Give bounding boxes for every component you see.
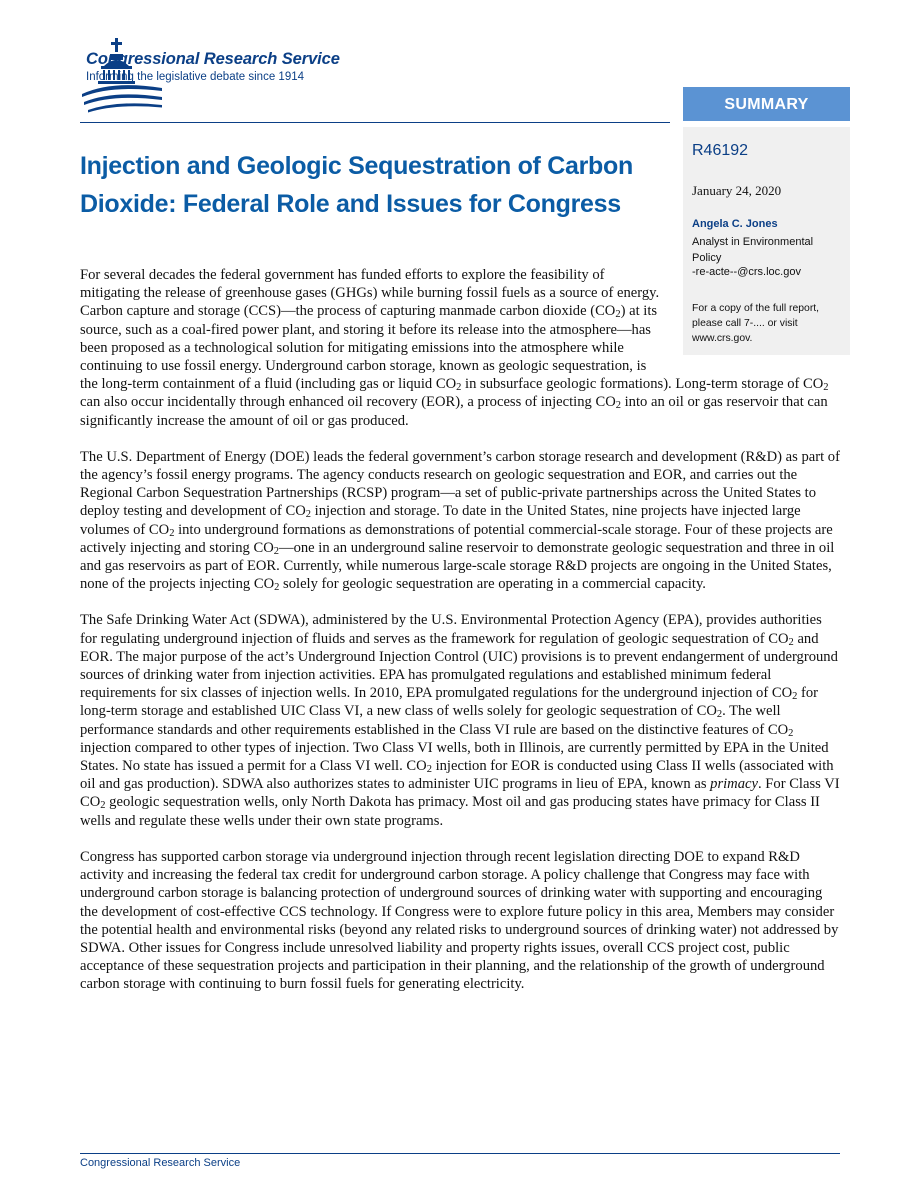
- summary-banner: SUMMARY: [683, 87, 850, 121]
- paragraph-1-text: into an oil or gas reservoir that can significantly increase the amount of oil or gas produced.: [80, 394, 828, 429]
- paragraph-3: [80, 611, 840, 829]
- summary-body: [80, 266, 840, 1012]
- subscript: 2: [273, 545, 279, 557]
- subscript: 2: [823, 382, 829, 394]
- author-email[interactable]: -re-acte--@crs.loc.gov: [692, 266, 801, 278]
- footer-text: Congressional Research Service: [80, 1157, 241, 1169]
- paragraph-2-text: into underground formations as demonstrations of potential commercial-scale storage. Four of these projects are actively injecting and storing CO: [80, 521, 833, 556]
- paragraph-2-text: The U.S. Department of Energy (DOE) leads the federal government’s carbon storage research and development (R&D) as part of the agency’s fossil energy programs. The agency conducts research on geologic sequestration and EOR, and carries out the Regional Carbon Sequestration Partnerships (RCSP) program—a set of public-private partnerships across the United States to deploy testing and development of CO: [80, 448, 840, 520]
- paragraph-3-text: for long-term storage and established UIC Class VI, a new class of wells solely for geologic sequestration of CO: [80, 685, 819, 720]
- paragraph-4: Congress has supported carbon storage via underground injection through recent legislation directing DOE to expand R&D activity and increasing the federal tax credit for underground carbon storage. A policy challenge that Congress may face with underground carbon storage is balancing protection of underground sources of drinking water with supporting and encouraging the development of cost-effective CCS technology. If Congress were to explore future policy in this area, Members may consider the potential health and environmental risks (beyond any related risks to underground sources of drinking water) not addressed by SDWA. Other issues for Congress include unresolved liability and property rights issues, overall CCS project cost, public acceptance of these sequestration projects and participation in their planning, and the relationship of the growth of underground carbon storage with continuing to burn fossil fuels for generating electricity.: [80, 848, 839, 993]
- paragraph-3-text: . The well performance standards and other requirements established in the Class VI rule are based on the distinctive features of CO: [80, 703, 789, 738]
- org-name: Congressional Research Service: [86, 50, 340, 68]
- subscript: 2: [100, 800, 106, 812]
- paragraph-1-text: can also occur incidentally through enhanced oil recovery (EOR), a process of injecting CO: [80, 394, 616, 411]
- subscript: 2: [305, 509, 312, 521]
- subscript: 2: [426, 764, 432, 776]
- subscript: 2: [615, 400, 621, 412]
- subscript: 2: [615, 309, 621, 321]
- subscript: 2: [788, 727, 794, 739]
- paragraph-2-text: —one in an underground saline reservoir to demonstrate geologic sequestration and three in oil and gas reservoirs as part of EOR. Currently, while numerous large-scale storage R&D projects are ongoing in the United States, none of the projects injecting CO: [80, 539, 835, 593]
- subscript: 2: [456, 382, 462, 394]
- paragraph-3-text: and EOR. The major purpose of the act’s Underground Injection Control (UIC) provisions is to prevent endangerment of underground sources of drinking water from injection activities. EPA has promulgated regulations and established minimum federal requirements for six classes of injection wells. In 2010, EPA promulgated regulations for the underground injection of CO: [80, 630, 838, 702]
- paragraph-1-text: in subsurface geologic formations). Long-term storage of CO: [461, 376, 824, 393]
- subscript: 2: [788, 636, 794, 648]
- author-title: Analyst in Environmental Policy: [692, 236, 814, 264]
- subscript: 2: [169, 527, 175, 539]
- subscript: 2: [792, 691, 798, 703]
- sidebar-wrap-spacer: [660, 266, 840, 358]
- report-number: R46192: [692, 142, 749, 159]
- paragraph-3-text: injection for EOR is conducted using Class II wells (associated with oil and gas production). SDWA also authorizes states to administer UIC programs in lieu of EPA, known as: [80, 758, 834, 793]
- report-date: January 24, 2020: [692, 183, 782, 198]
- paragraph-2-text: solely for geologic sequestration are operating in a commercial capacity.: [279, 576, 706, 593]
- header-divider: [80, 122, 670, 123]
- paragraph-3-text: injection compared to other types of injection. Two Class VI wells, both in Illinois, are currently permitted by EPA in the United States. No state has issued a permit for a Class VI well. CO: [80, 739, 829, 775]
- paragraph-1-text: For several decades the federal government has funded efforts to explore the feasibility of mitigating the release of greenhouse gases (GHGs) while burning fossil fuels as a source of energy. Carbon capture and storage (CCS)—the process of capturing manmade carbon dioxide (CO: [80, 267, 660, 320]
- footer-divider: [80, 1153, 840, 1154]
- primacy-term: primacy: [710, 776, 758, 793]
- paragraph-3-text: . For Class VI CO: [80, 776, 840, 811]
- paragraph-1-text: ) at its source, such as a coal-fired power plant, and storing it before its release into the atmosphere—has been proposed as a technological solution for mitigating emissions into the atmosphere while continuing to use fossil energy. Underground carbon storage, known as geologic sequestration, is the long-term containment of a fluid (including gas or liquid CO: [80, 303, 658, 393]
- page-title: Injection and Geologic Sequestration of Carbon Dioxide: Federal Role and Issues for Congress: [80, 152, 633, 218]
- paragraph-3-text: geologic sequestration wells, only North Dakota has primacy. Most oil and gas producing states have primacy for Class II wells and regulate these wells under their own state programs.: [80, 794, 820, 829]
- paragraph-3-text: The Safe Drinking Water Act (SDWA), administered by the U.S. Environmental Protection Agency (EPA), provides authorities for regulating underground injection of fluids and serves as the framework for regulation of geologic sequestration of CO: [80, 612, 822, 647]
- paragraph-2: [80, 448, 840, 594]
- org-tagline: Informing the legislative debate since 1914: [86, 71, 305, 83]
- subscript: 2: [716, 709, 723, 721]
- copy-note: For a copy of the full report, please call 7-.... or visit www.crs.gov.: [692, 303, 820, 344]
- author-name: Angela C. Jones: [692, 218, 778, 230]
- subscript: 2: [274, 582, 280, 594]
- paragraph-2-text: injection and storage. To date in the United States, nine projects have injected large volumes of CO: [80, 503, 801, 538]
